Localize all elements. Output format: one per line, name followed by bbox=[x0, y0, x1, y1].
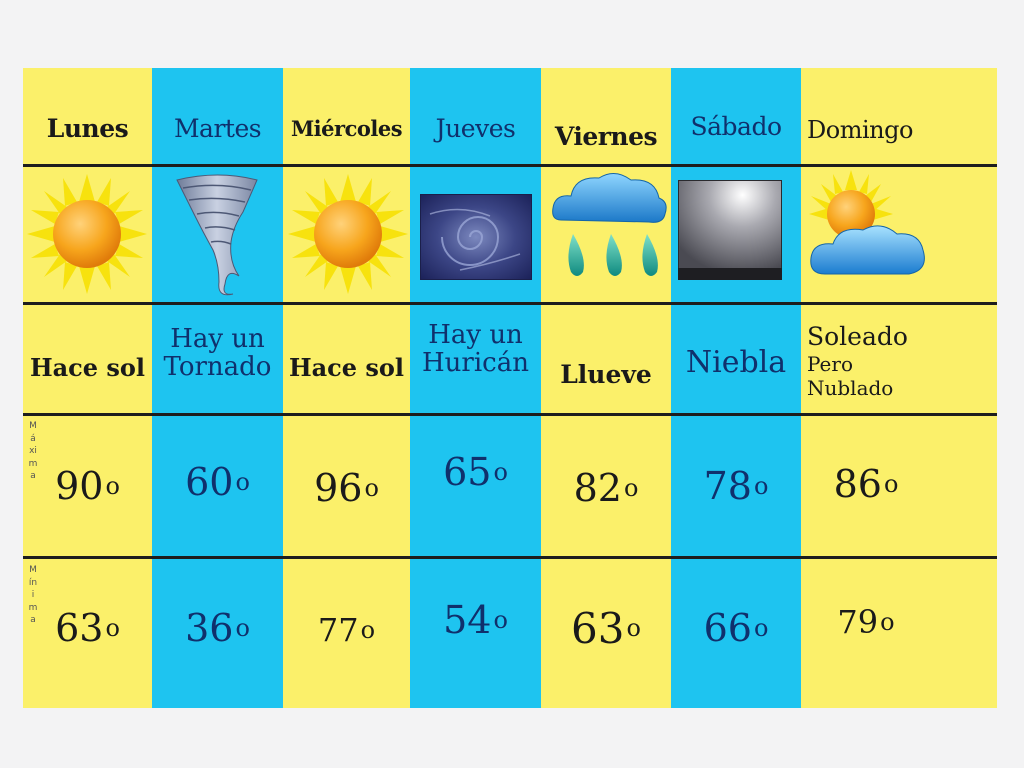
weather-description bbox=[671, 318, 801, 408]
day-name: Jueves bbox=[435, 113, 516, 143]
max-temperature-value: 65 bbox=[443, 450, 492, 494]
min-temperature-value: 36 bbox=[185, 606, 234, 650]
max-temperature-value: 86 bbox=[833, 462, 882, 506]
degree-symbol: o bbox=[235, 468, 250, 496]
weather-text: Soleado bbox=[807, 322, 908, 351]
min-temperature bbox=[283, 590, 410, 670]
min-row-label-text: Mínima bbox=[28, 565, 38, 625]
weather-description bbox=[283, 323, 410, 413]
min-temperature-value: 79 bbox=[837, 603, 879, 641]
degree-symbol: o bbox=[883, 470, 899, 498]
degree-symbol: o bbox=[360, 616, 376, 644]
fog-icon bbox=[678, 180, 782, 280]
max-temperature-value: 82 bbox=[573, 466, 622, 510]
sun-icon bbox=[25, 172, 149, 296]
hurricane-icon bbox=[420, 194, 532, 280]
weather-text-line2: Pero bbox=[807, 352, 853, 376]
degree-symbol: o bbox=[493, 606, 508, 634]
max-temperature-value: 78 bbox=[703, 464, 752, 508]
degree-symbol: o bbox=[235, 614, 250, 642]
max-row-label-text: Máxima bbox=[28, 421, 38, 481]
min-temperature bbox=[801, 582, 931, 662]
degree-symbol: o bbox=[364, 474, 379, 502]
max-temperature-value: 96 bbox=[314, 466, 363, 510]
max-temperature bbox=[283, 448, 410, 528]
weather-description bbox=[410, 304, 541, 394]
min-temperature-value: 77 bbox=[317, 611, 359, 649]
row-divider bbox=[23, 164, 997, 167]
weather-description bbox=[152, 308, 283, 398]
max-temperature bbox=[23, 446, 152, 526]
weather-board bbox=[23, 68, 997, 708]
weather-text: Hace sol bbox=[288, 353, 405, 382]
min-temperature-value: 63 bbox=[55, 606, 104, 650]
max-temperature bbox=[410, 432, 541, 512]
degree-symbol: o bbox=[626, 614, 641, 642]
degree-symbol: o bbox=[753, 472, 769, 500]
day-name: Domingo bbox=[807, 116, 913, 144]
day-name: Martes bbox=[173, 113, 262, 143]
min-temperature bbox=[410, 580, 541, 660]
weather-description bbox=[23, 323, 152, 413]
weather-text: Hace sol bbox=[29, 353, 146, 382]
max-temperature bbox=[541, 448, 671, 528]
min-temperature bbox=[152, 588, 283, 668]
degree-symbol: o bbox=[753, 614, 769, 642]
tornado-icon bbox=[173, 172, 263, 298]
max-temperature-value: 90 bbox=[55, 464, 104, 508]
min-temperature bbox=[23, 588, 152, 668]
partly-cloudy-icon bbox=[805, 170, 929, 282]
min-temperature-value: 66 bbox=[703, 606, 752, 650]
degree-symbol: o bbox=[493, 458, 508, 486]
weather-text-line3: Nublado bbox=[807, 376, 894, 400]
degree-symbol: o bbox=[105, 614, 120, 642]
weather-text: Niebla bbox=[685, 345, 787, 380]
min-temperature-value: 54 bbox=[443, 598, 492, 642]
weather-text: Hay un bbox=[170, 324, 265, 354]
max-temperature bbox=[801, 444, 931, 524]
weather-text-line2: Tornado bbox=[163, 352, 272, 382]
weather-text-line2: Huricán bbox=[422, 348, 529, 378]
degree-symbol: o bbox=[880, 608, 895, 636]
weather-text: Llueve bbox=[560, 360, 652, 389]
sun-icon bbox=[286, 172, 410, 296]
min-temperature bbox=[541, 588, 671, 668]
min-temperature bbox=[671, 588, 801, 668]
day-name: Sábado bbox=[690, 111, 782, 141]
max-temperature bbox=[671, 446, 801, 526]
degree-symbol: o bbox=[623, 474, 639, 502]
weather-description bbox=[801, 306, 997, 416]
weather-text: Hay un bbox=[428, 320, 523, 350]
row-divider bbox=[23, 556, 997, 559]
min-temperature-value: 63 bbox=[571, 603, 625, 653]
day-name: Viernes bbox=[554, 121, 658, 151]
max-temperature-value: 60 bbox=[185, 460, 234, 504]
day-name: Lunes bbox=[46, 113, 129, 143]
weather-description bbox=[541, 330, 671, 420]
max-temperature bbox=[152, 442, 283, 522]
rain-cloud-icon bbox=[551, 168, 669, 284]
day-name: Miércoles bbox=[290, 115, 403, 141]
degree-symbol: o bbox=[105, 472, 120, 500]
